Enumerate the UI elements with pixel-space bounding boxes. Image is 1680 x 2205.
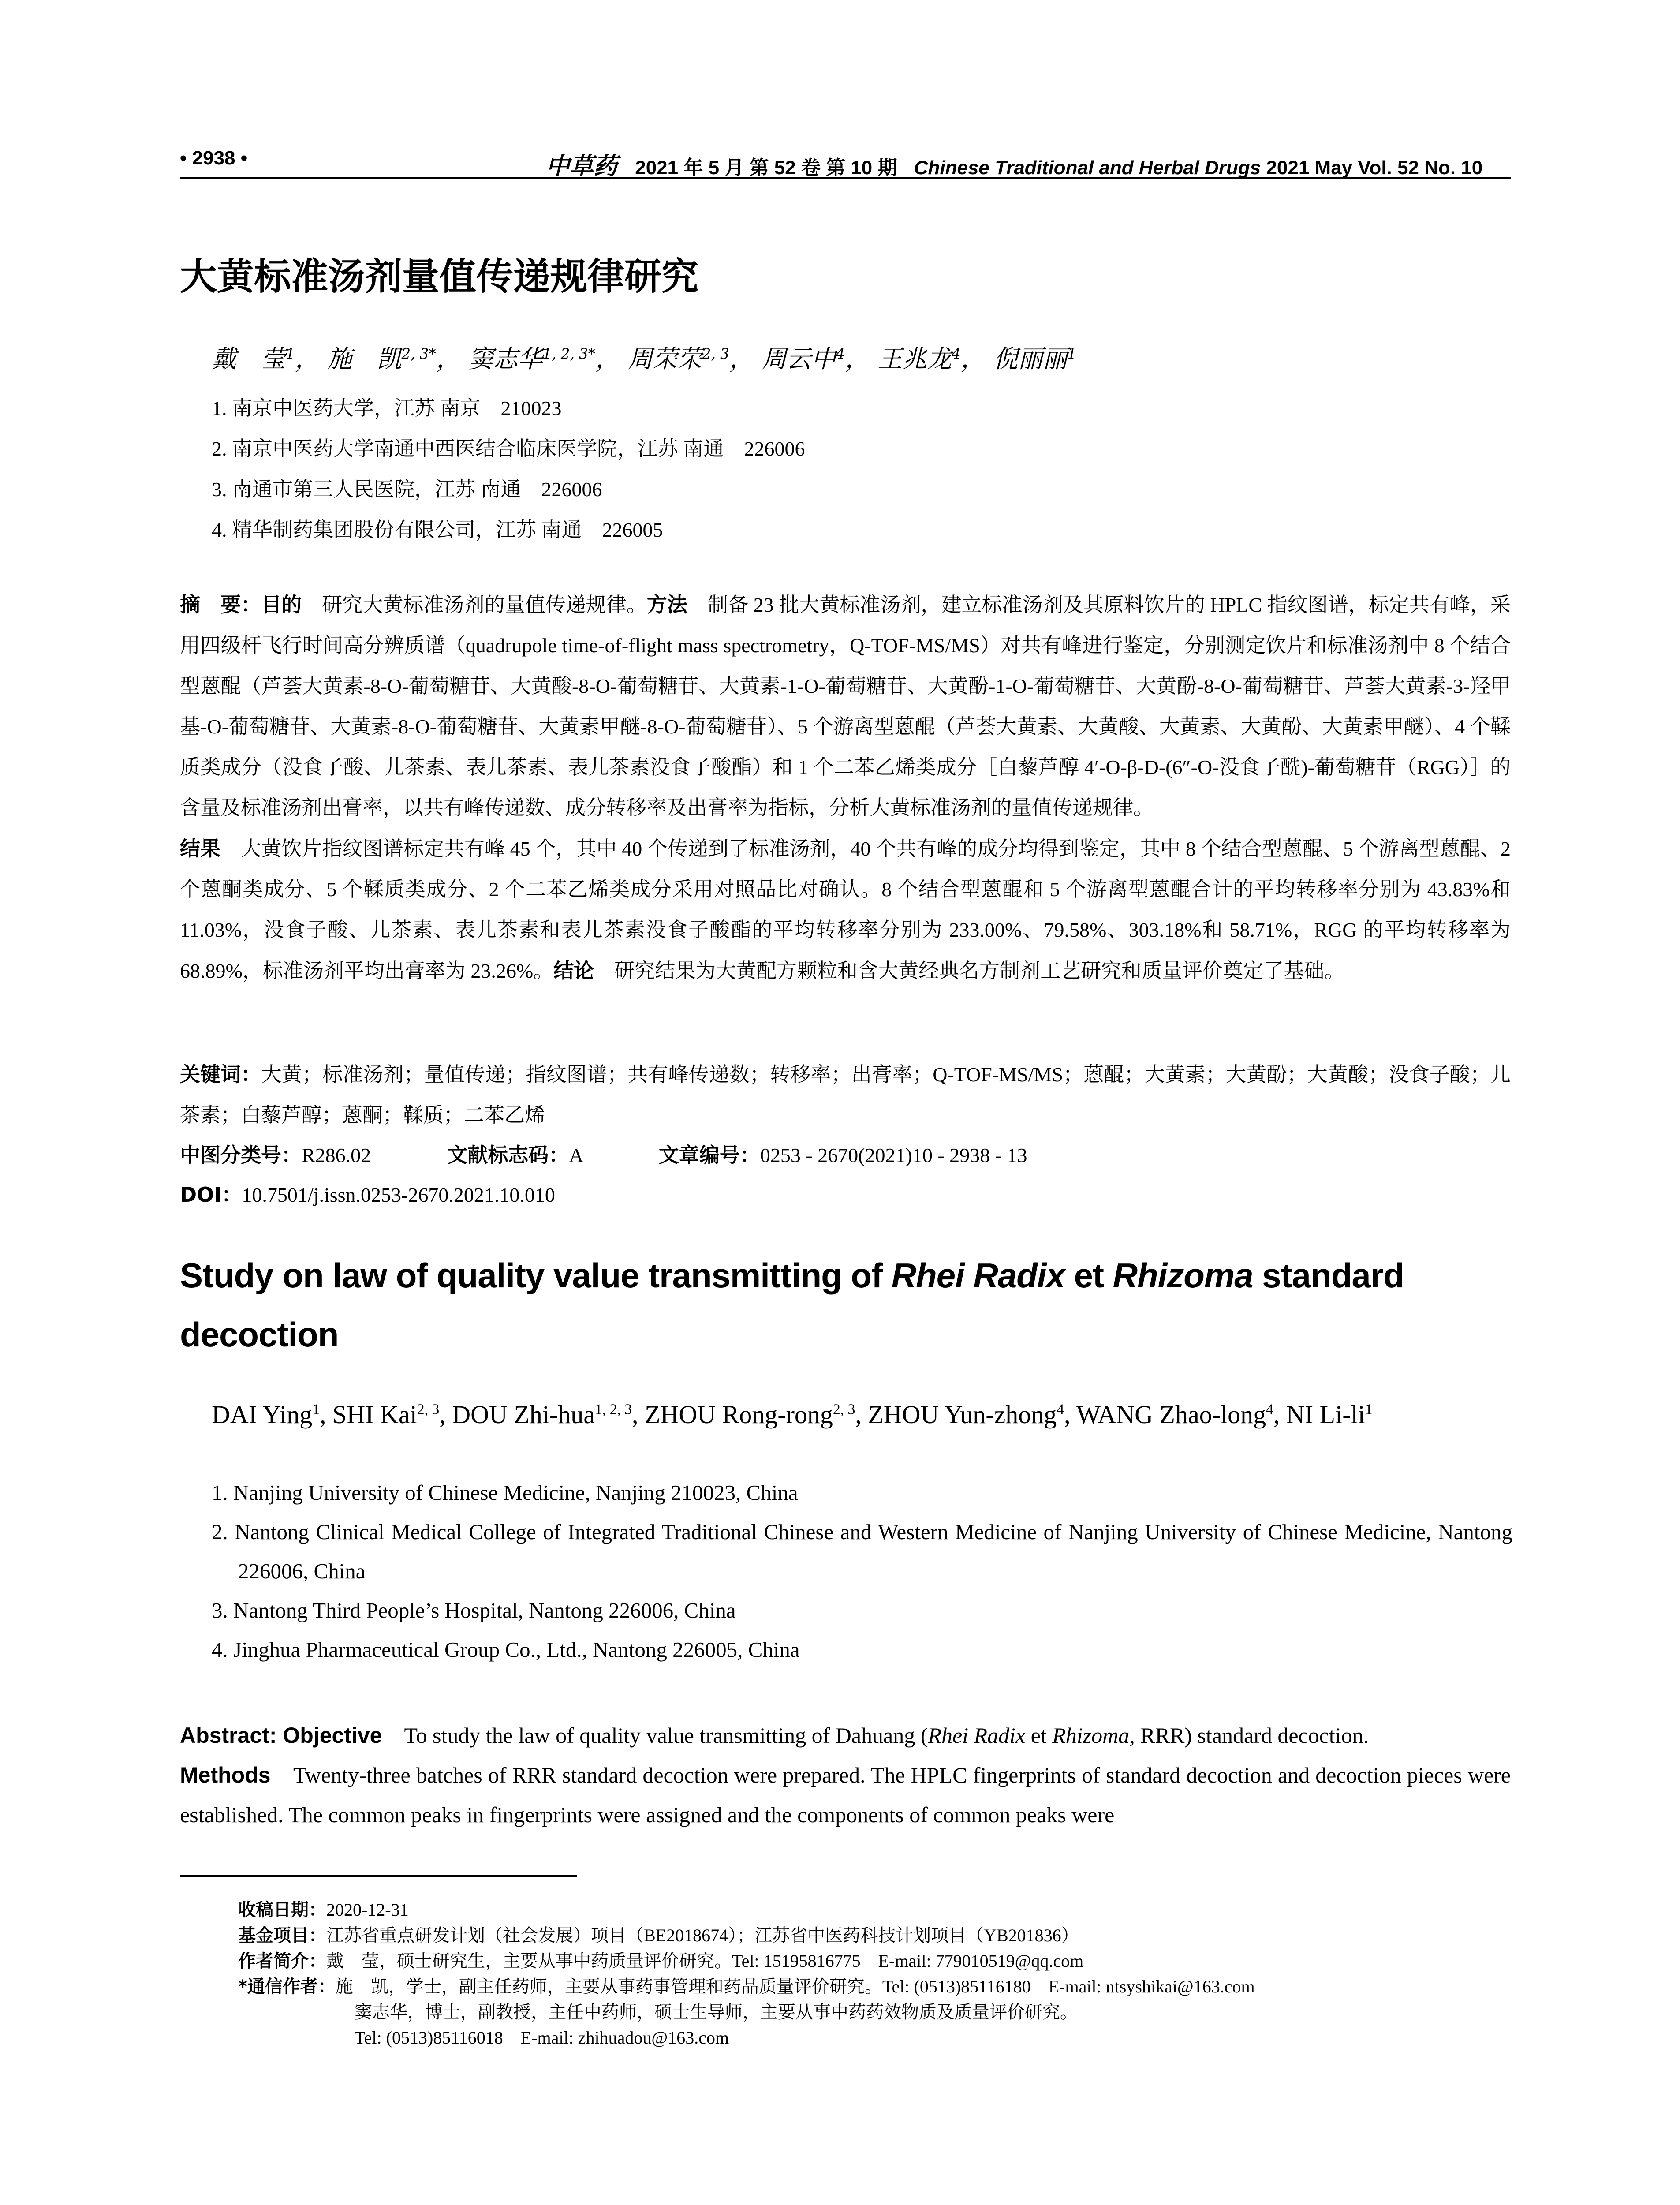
doi-value[interactable]: 10.7501/j.issn.0253-2670.2021.10.010 [242,1184,555,1206]
affiliation-cn: 3. 南通市第三人民医院，江苏 南通 226006 [212,478,602,501]
objective-label-cn: 目的 [261,593,302,617]
author-cn: 施 凯$^{2, 3*}$ [327,345,436,374]
journal-logo-cn: 中草药 [546,152,617,180]
author-en: DOU Zhi-hua$^{1, 2, 3}$, [452,1400,645,1429]
doc-code: A [569,1144,582,1166]
results-text-cn: 大黄饮片指纹图谱标定共有峰 45 个，其中 40 个传递到了标准汤剂，40 个共有峰的成分均得到鉴定，其中 8 个结合型蒽醌、5 个游离型蒽醌、2 个蒽酮类成分、5 个鞣质类成分、2 个二苯乙烯类成分采用对照品比对确认。8 个结合型蒽醌和 5 个游离型蒽醌合计的平均转移率分别为 43.83%和 11.03%，没食子酸、儿茶素、表儿茶素和表儿茶素没食子酸酯的平均转移率分别为 233.00%、79.58%、303.18%和 58.71%，RGG 的平均转移率为 68.89%，标准汤剂平均出膏率为 23.26%。 [180,837,1511,982]
author-bio: 作者简介：戴 莹，硕士研究生，主要从事中药质量评价研究。Tel: 15195816775 E-mail: 779010519@qq.com [238,1951,1084,1971]
methods-label-cn: 方法 [646,593,687,617]
affiliations-cn [212,388,805,550]
keywords-label: 关键词： [180,1062,261,1086]
author-en: NI $Li-li^1$ [1286,1400,1373,1429]
abstract-label-en: Abstract: [180,1723,283,1748]
keywords-cn [180,1054,1511,1136]
affiliation-en: 3. Nantong Third People’s Hospital, Nantong 226006, China [212,1598,736,1622]
author-cn: 周云中$^4$ [762,345,845,374]
author-cn: 戴 莹$^1$ [212,345,295,374]
title-cn: 大黄标准汤剂量值传递规律研究 [180,255,699,298]
methods-text-en: Twenty-three batches of RRR standard decoction were prepared. The HPLC fingerprints of standard decoction and decoction pieces were established. The common peaks in fingerprints were assigned and the components of common peaks were [180,1763,1511,1827]
author-cn: 周荣荣$^{2, 3}$ [627,345,729,374]
corresponding-author: *通信作者：施 凯，学士，副主任药师，主要从事药事管理和药品质量评价研究。Tel: (0513)85116180 E-mail: ntsyshikai@163.com [238,1977,1255,1997]
methods-label-en: Methods [180,1763,271,1787]
funding-info: 基金项目：江苏省重点研发计划（社会发展）项目（BE2018674）；江苏省中医药科技计划项目（YB201836） [238,1925,1079,1946]
corresponding-author-2-contact: Tel: (0513)85116018 E-mail: zhihuadou@163.com [355,2028,729,2048]
corresponding-author-2: 窦志华，博士，副教授，主任中药师，硕士生导师，主要从事中药药效物质及质量评价研究。 [355,2002,1078,2022]
results-label-cn: 结果 [180,837,221,860]
author-en: WANG Zhao-long$^4$, [1076,1400,1286,1429]
affiliation-en: 4. Jinghua Pharmaceutical Group Co., Ltd., Nantong 226005, China [212,1637,800,1662]
article-number: 0253 - 2670(2021)10 - 2938 - 13 [760,1144,1027,1166]
author-en: DAI Ying$^1$, [212,1400,333,1429]
author-en: SHI Kai$^{2, 3}$, [332,1400,452,1429]
objective-text-cn: 研究大黄标准汤剂的量值传递规律。 [302,594,647,616]
author-cn: 窦志华$^{1, 2, 3*}$ [468,345,595,374]
journal-name-en: Chinese Traditional and Herbal Drugs [914,157,1261,179]
abstract-label-cn: 摘 要： [180,593,261,617]
journal-info [546,147,1482,181]
author-cn: 倪丽丽$^1$ [993,345,1077,374]
author-en: ZHOU Rong-rong$^{2, 3}$, [645,1400,868,1429]
affiliation-cn: 2. 南京中医药大学南通中西医结合临床医学院，江苏 南通 226006 [212,437,805,460]
authors-en [212,1396,1512,1434]
affiliation-cn: 4. 精华制药集团股份有限公司，江苏 南通 226005 [212,519,663,541]
author-en: ZHOU Yun-zhong$^4$, [868,1400,1077,1429]
conclusion-label-cn: 结论 [553,959,594,983]
affiliations-en [212,1473,1512,1669]
doi-line: DOI：10.7501/j.issn.0253-2670.2021.10.010 [180,1183,555,1207]
received-date: 收稿日期：2020-12-31 [238,1900,409,1920]
running-header [180,144,1511,179]
title-en: Study on law of quality value transmitting of Rhei Radix et Rhizoma standard decoction [180,1256,1404,1354]
page-number: • 2938 • [180,147,248,169]
abstract-cn [180,584,1511,991]
clc-number: R286.02 [302,1144,371,1166]
keywords-text: 大黄；标准汤剂；量值传递；指纹图谱；共有峰传递数；转移率；出膏率；Q-TOF-MS/MS；蒽醌；大黄素；大黄酚；大黄酸；没食子酸；儿茶素；白藜芦醇；蒽酮；鞣质；二苯乙烯 [180,1063,1511,1126]
affiliation-cn: 1. 南京中医药大学，江苏 南京 210023 [212,397,562,419]
affiliation-en: 1. Nanjing University of Chinese Medicine, Nanjing 210023, China [212,1480,798,1505]
abstract-en: Abstract: Objective To study the law of quality value transmitting of Dahuang (Rhei Radix et Rhizoma, RRR) standard decoction. Methods Twenty-three batches of RRR standard decoction were prepared. The HPLC fingerprints of standard decoction and decoction pieces were established. The common peaks in fingerprints were assigned and the components of common peaks were [180,1723,1511,1827]
authors-cn: 戴 莹$^1$， 施 凯$^{2, 3*}$， 窦志华$^{1, 2, 3*}$， 周荣荣$^{2, 3}$， 周云中$^4$， 王兆龙$^4$， 倪丽丽$^1$ [212,345,1077,374]
issue-cn: 2021 年 5 月 第 52 卷 第 10 期 [635,157,897,179]
footnotes [238,1897,1255,2051]
affiliation-en: 2. Nantong Clinical Medical College of Integrated Traditional Chinese and Western Medicine of Nanjing University of Chinese Medicine, Nantong 226006, China [212,1520,1512,1583]
issue-en: 2021 May Vol. 52 No. 10 [1266,157,1483,179]
methods-text-cn: 制备 23 批大黄标准汤剂，建立标准汤剂及其原料饮片的 HPLC 指纹图谱，标定共有峰，采用四级杆飞行时间高分辨质谱（quadrupole time-of-flight mass spectrometry，Q-TOF-MS/MS）对共有峰进行鉴定，分别测定饮片和标准汤剂中 8 个结合型蒽醌（芦荟大黄素-8-O-葡萄糖苷、大黄酸-8-O-葡萄糖苷、大黄素-1-O-葡萄糖苷、大黄酚-1-O-葡萄糖苷、大黄酚-8-O-葡萄糖苷、芦荟大黄素-3-羟甲基-O-葡萄糖苷、大黄素-8-O-葡萄糖苷、大黄素甲醚-8-O-葡萄糖苷）、5 个游离型蒽醌（芦荟大黄素、大黄酸、大黄素、大黄酚、大黄素甲醚）、4 个鞣质类成分（没食子酸、儿茶素、表儿茶素、表儿茶素没食子酸酯）和 1 个二苯乙烯类成分［白藜芦醇 4′-O-β-D-(6″-O-没食子酰)-葡萄糖苷（RGG）］的含量及标准汤剂出膏率，以共有峰传递数、成分转移率及出膏率为指标，分析大黄标准汤剂的量值传递规律。 [180,594,1511,819]
objective-label-en: Objective [283,1723,382,1748]
classification-line: 中图分类号：R286.02 文献标志码：A 文章编号：0253 - 2670(2021)10 - 2938 - 13 [180,1143,1027,1167]
footnote-divider [180,1875,577,1877]
conclusion-text-cn: 研究结果为大黄配方颗粒和含大黄经典名方制剂工艺研究和质量评价奠定了基础。 [594,960,1345,982]
author-cn: 王兆龙$^4$ [877,345,961,374]
